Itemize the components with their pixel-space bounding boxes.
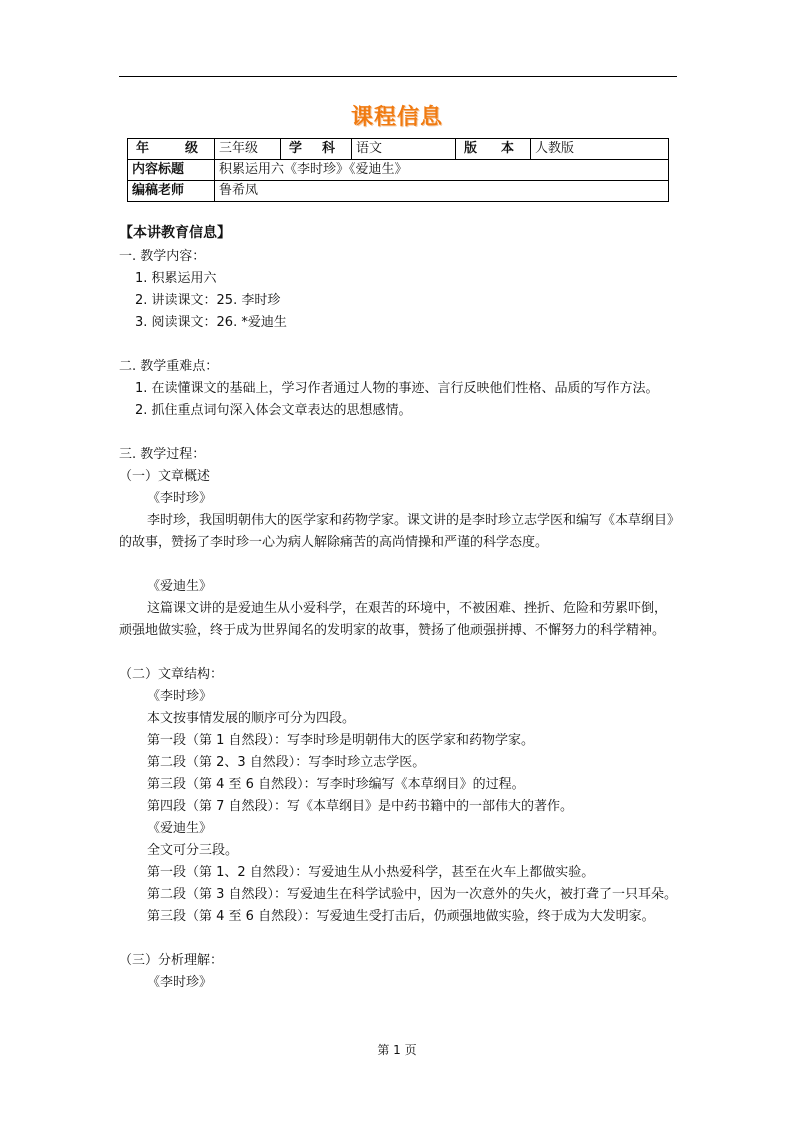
- list-item: 1. 积累运用六: [135, 271, 217, 286]
- editor-label: 编稿老师: [128, 181, 215, 202]
- list-item: 1. 在读懂课文的基础上，学习作者通过人物的事迹、言行反映他们性格、品质的写作方法。: [135, 381, 659, 396]
- subject-label: 学 科: [281, 139, 352, 160]
- list-item: 第三段（第 4 至 6 自然段）：写爱迪生受打击后，仍顽强地做实验，终于成为大发明家。: [147, 909, 655, 924]
- content-label: 内容标题: [128, 160, 215, 181]
- edition-label: 版 本: [456, 139, 531, 160]
- page-title: 课程信息: [350, 105, 443, 130]
- s3-title: 三. 教学过程：: [119, 447, 206, 462]
- p1-title: （一）文章概述: [119, 469, 211, 484]
- list-item: 第二段（第 3 自然段）：写爱迪生在科学试验中，因为一次意外的失火，被打聋了一只耳朵。: [147, 887, 678, 902]
- table-row: [128, 181, 669, 202]
- list-item: 3. 阅读课文：26. *爱迪生: [135, 315, 287, 330]
- table-row: [128, 160, 669, 181]
- grade-label: 年 级: [128, 139, 215, 160]
- list-item: 第四段（第 7 自然段）：写《本草纲目》是中药书籍中的一部伟大的著作。: [147, 799, 574, 814]
- list-item: 第一段（第 1 自然段）：写李时珍是明朝伟大的医学家和药物学家。: [147, 733, 535, 748]
- li-title: 《李时珍》: [147, 491, 213, 506]
- ed-text: 这篇课文讲的是爱迪生从小爱科学，在艰苦的环境中，不被困难、挫折、危险和劳累吓倒，顽强地做实验，终于成为世界闻名的发明家的故事，赞扬了他顽强拼搏、不懈努力的科学精神。: [119, 601, 668, 638]
- editor-value: 鲁希凤: [215, 181, 669, 202]
- ed-title: 《爱迪生》: [147, 579, 213, 594]
- p2-title: （二）文章结构：: [119, 667, 224, 682]
- p2-li-intro: 本文按事情发展的顺序可分为四段。: [147, 711, 356, 726]
- s2-title: 二. 教学重难点：: [119, 359, 219, 374]
- p2-li-title: 《李时珍》: [147, 689, 213, 704]
- section-heading: 【本讲教育信息】: [119, 225, 231, 241]
- p3-li-title: 《李时珍》: [147, 975, 213, 990]
- list-item: 第一段（第 1、2 自然段）：写爱迪生从小热爱科学，甚至在火车上都做实验。: [147, 865, 595, 880]
- header-rule: [119, 76, 677, 77]
- edition-value: 人教版: [531, 139, 669, 160]
- course-info-table: [127, 138, 669, 202]
- table-row: [128, 139, 669, 160]
- list-item: 2. 抓住重点词句深入体会文章表达的思想感情。: [135, 403, 412, 418]
- p2-ed-intro: 全文可分三段。: [147, 843, 239, 858]
- list-item: 第三段（第 4 至 6 自然段）：写李时珍编写《本草纲目》的过程。: [147, 777, 525, 792]
- li-text: 李时珍，我国明朝伟大的医学家和药物学家。课文讲的是李时珍立志学医和编写《本草纲目》的故事，赞扬了李时珍一心为病人解除痛苦的高尚情操和严谨的科学态度。: [119, 513, 674, 550]
- s1-title: 一. 教学内容：: [119, 249, 206, 264]
- subject-value: 语文: [352, 139, 456, 160]
- grade-value: 三年级: [215, 139, 281, 160]
- page-number: 第 1 页: [377, 1043, 417, 1057]
- lesson-body: [119, 222, 679, 994]
- list-item: 2. 讲读课文：25. 李时珍: [135, 293, 281, 308]
- list-item: 第二段（第 2、3 自然段）：写李时珍立志学医。: [147, 755, 426, 770]
- p2-ed-title: 《爱迪生》: [147, 821, 213, 836]
- content-value: 积累运用六《李时珍》《爱迪生》: [215, 160, 669, 181]
- p3-title: （三）分析理解：: [119, 953, 224, 968]
